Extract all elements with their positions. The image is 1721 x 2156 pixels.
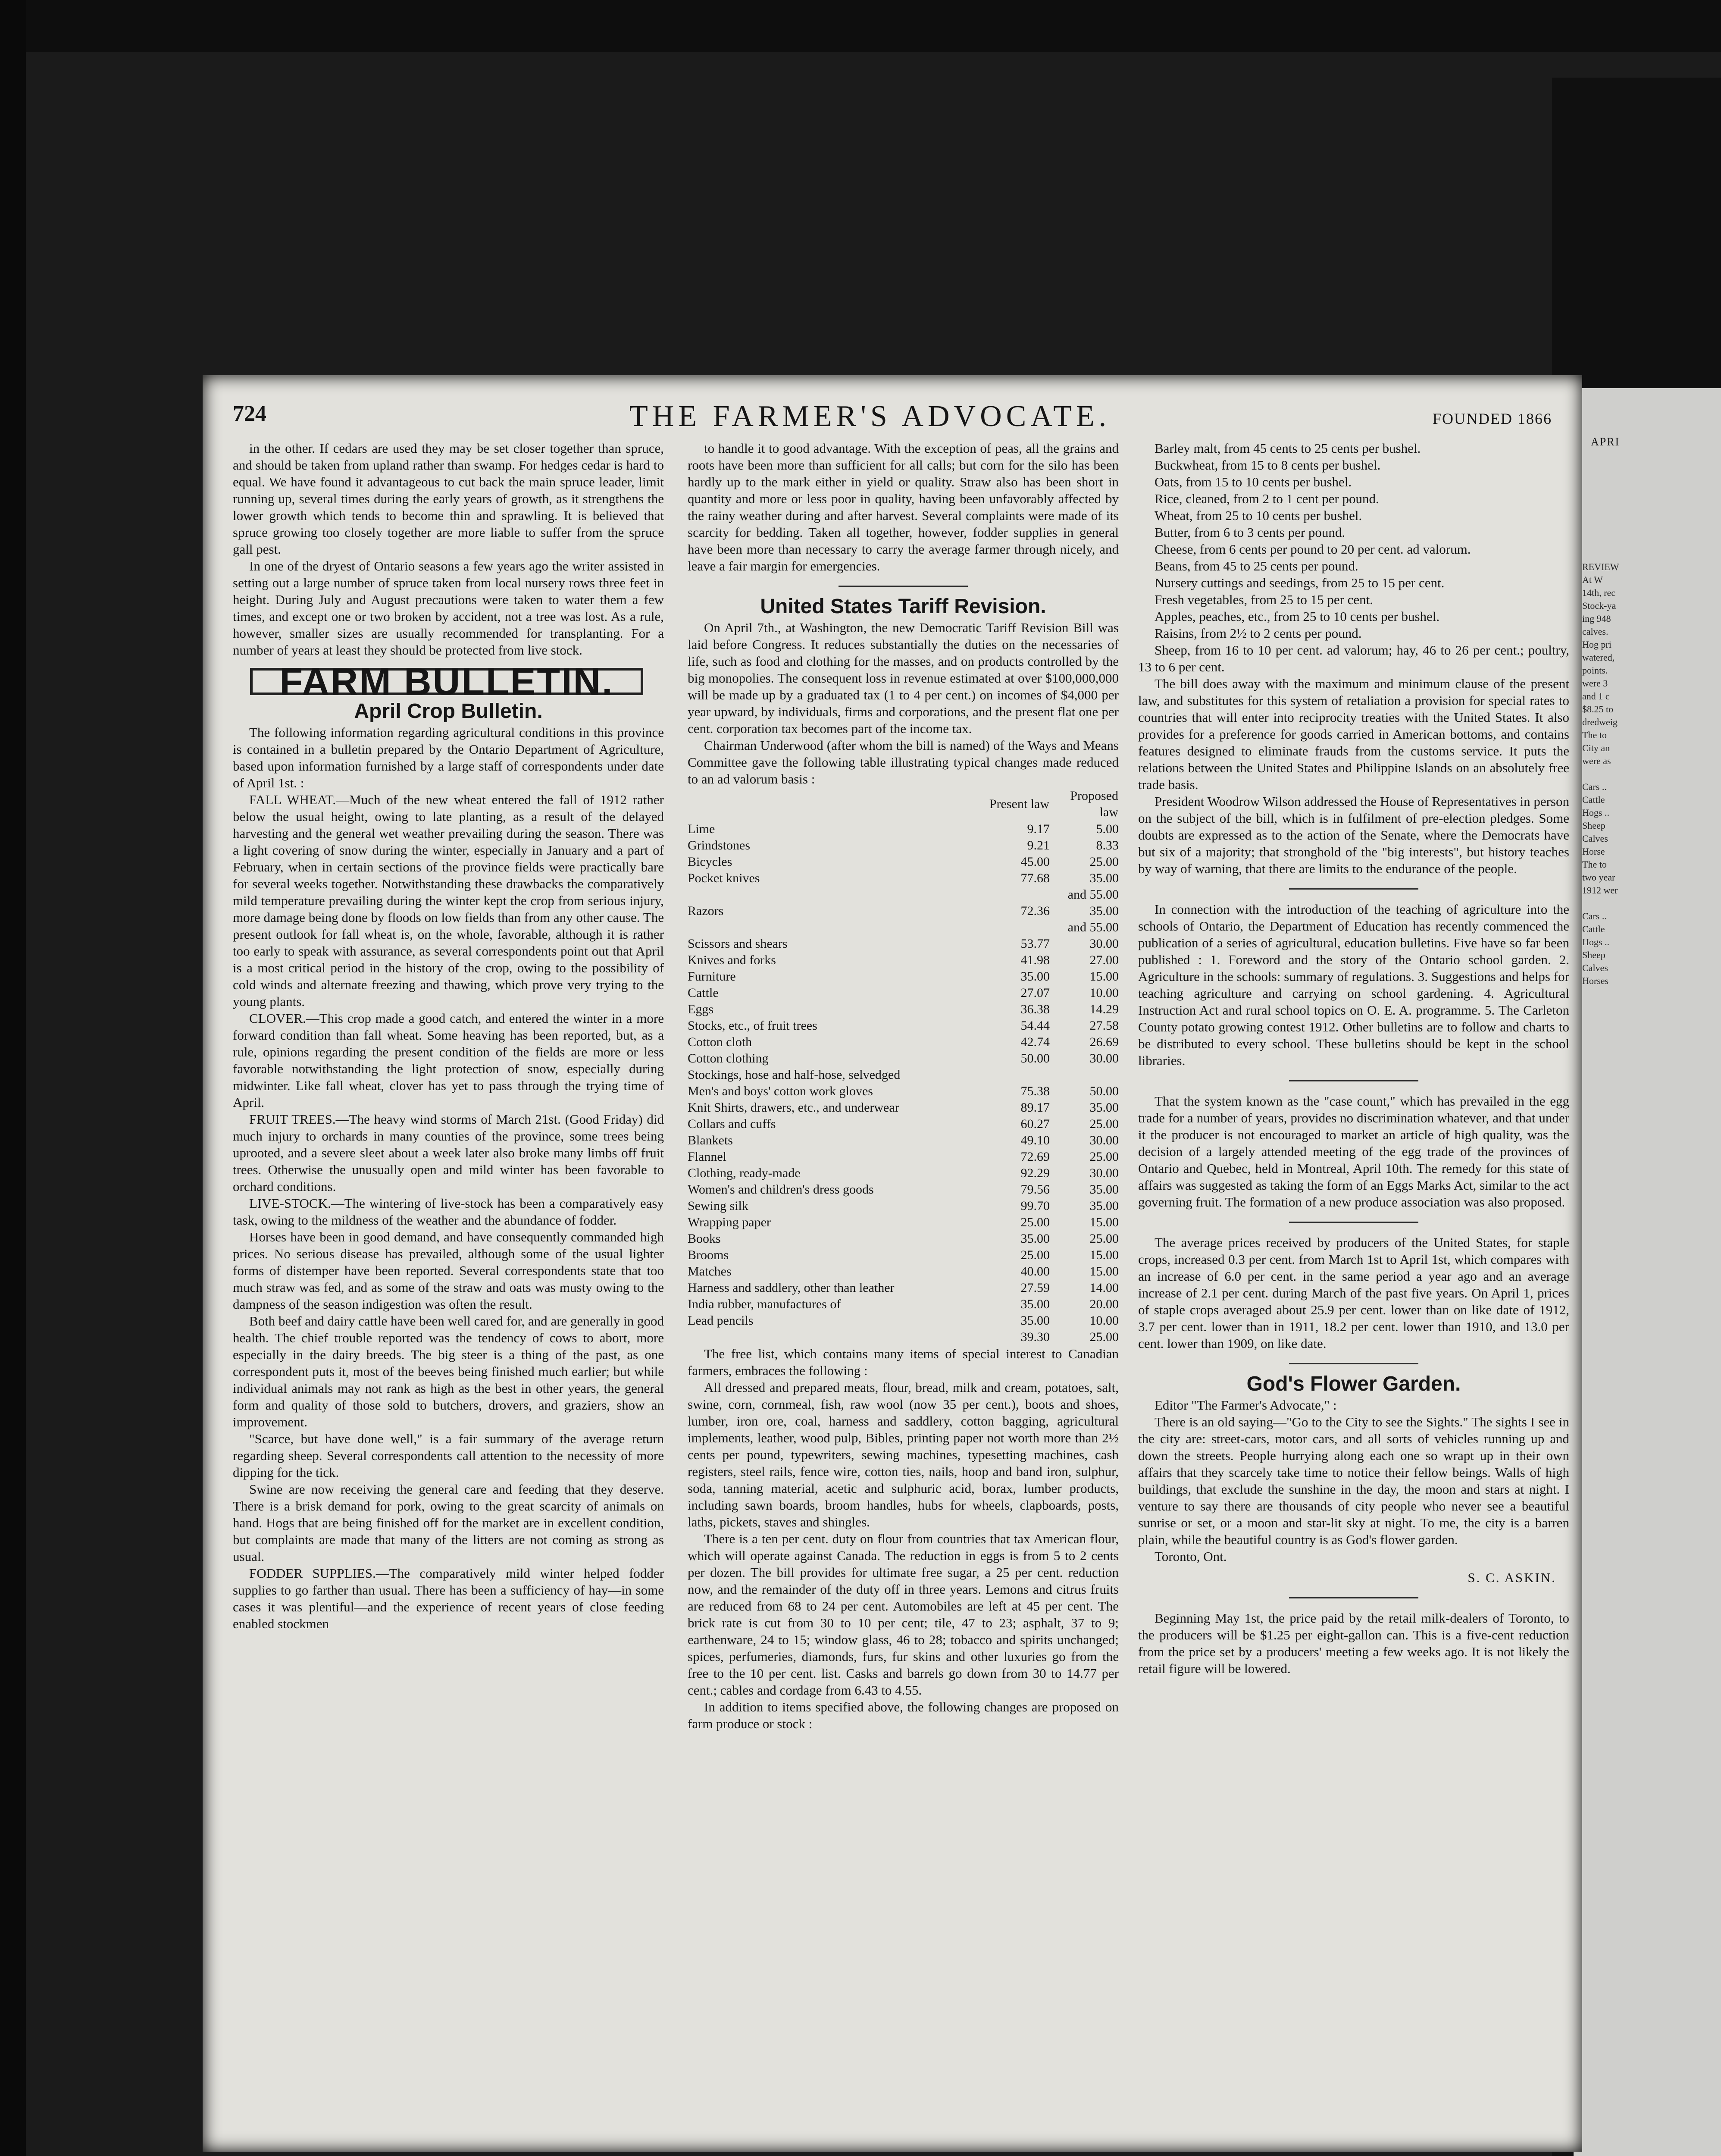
divider xyxy=(1289,1363,1418,1364)
paragraph: Beans, from 45 to 25 cents per pound. xyxy=(1155,558,1358,573)
proposed-law-cell: 35.00 xyxy=(1089,904,1119,918)
present-law-cell: 35.00 xyxy=(1020,969,1050,984)
table-row xyxy=(688,821,1119,837)
paragraph: Horses have been in good demand, and have consequently commanded high prices. No serious disease has prevailed, although some of the usual lighter forms of distemper have been reported. Several correspondents state that too much straw was fed, and as some of the straw and oats was musty owing to the dampness of the season indigestion was often the result. xyxy=(233,1229,664,1312)
paragraph: "Scarce, but have done well," is a fair summary of the average return regarding sheep. Several correspondents call attention to the necessity of more dipping for the tick. xyxy=(233,1431,664,1480)
table-row xyxy=(688,1018,1119,1034)
table-row xyxy=(688,854,1119,870)
item-cell xyxy=(688,919,981,936)
item-cell: Lead pencils xyxy=(688,1313,754,1328)
proposed-law-cell: 10.00 xyxy=(1089,986,1119,1000)
paragraph: CLOVER.—This crop made a good catch, and entered the winter in a more forward condition than fall wheat. Some heaving has been reported, but, as a rule, opinions regarding the present condition of the fields are more or less favorable notwithstanding the light protection of snow, especially during midwinter. Like fall wheat, clover has yet to pass through the trying time of April. xyxy=(233,1011,664,1110)
item-cell: Sewing silk xyxy=(688,1199,748,1213)
paragraph: On April 7th., at Washington, the new Democratic Tariff Revision Bill was laid before Congress. It reduces substantially the duties on the necessaries of life, such as food and clothing for the masses, and on products controlled by the big monopolies. The consequent loss in revenue estimated at over $100,000,000 will be made up by a graduated tax (1 to 4 per cent.) on incomes of $4,000 per year upward, by individuals, firms and corporations, and the present flat one per cent. corporation tax becomes part of the income tax. xyxy=(688,620,1119,736)
table-row xyxy=(688,1280,1119,1296)
paragraph: Apples, peaches, etc., from 25 to 10 cents per bushel. xyxy=(1155,609,1440,624)
item-cell: Stockings, hose and half-hose, selvedged xyxy=(688,1068,901,1082)
next-page-edge xyxy=(1574,388,1721,2156)
paragraph: Both beef and dairy cattle have been well cared for, and are generally in good health. The chief trouble reported was the tendency of cows to abort, more especially in the dairy breeds. The big steer is a thing of the past, as one correspondent puts it, most of the beeves being finished much earlier; but while individual animals may not rank as high as the best in other years, the general form and quality of those sold to butchers, drovers, and graziers, show an improvement. xyxy=(233,1313,664,1429)
section-heading: United States Tariff Revision. xyxy=(760,595,1046,618)
item-cell: Razors xyxy=(688,904,724,918)
proposed-law-cell: 25.00 xyxy=(1089,1150,1119,1164)
paragraph: to handle it to good advantage. With the exception of peas, all the grains and roots have been more than sufficient for all calls; but corn for the silo has been hardly up to the mark either in yield or quality. Straw also has been short in quantity and more or less poor in quality, having been unfavorably affected by the rainy weather during and after harvest. Several complaints were made of its scarcity for bedding. Taken all together, however, fodder supplies in general have been more than necessary to carry the average farmer through nicely, and leave a fair margin for emergencies. xyxy=(688,441,1119,573)
item-cell: Collars and cuffs xyxy=(688,1117,776,1131)
item-cell: Cotton clothing xyxy=(688,1051,769,1065)
present-law-cell: 25.00 xyxy=(1020,1215,1050,1229)
proposed-law-cell: 8.33 xyxy=(1096,838,1119,852)
proposed-law-cell: 35.00 xyxy=(1089,871,1119,885)
table-row xyxy=(688,1329,1119,1345)
page-title: THE FARMER'S ADVOCATE. xyxy=(629,400,1111,433)
present-law-cell: 60.27 xyxy=(1020,1117,1050,1131)
column-2 xyxy=(688,440,1119,1732)
table-row xyxy=(688,1067,1119,1083)
item-cell: Men's and boys' cotton work gloves xyxy=(688,1084,873,1098)
paragraph: Barley malt, from 45 cents to 25 cents per bushel. xyxy=(1155,441,1421,456)
section-heading: God's Flower Garden. xyxy=(1246,1373,1461,1395)
paragraph: Beginning May 1st, the price paid by the retail milk-dealers of Toronto, to the producers will be $1.25 per eight-gallon can. This is a five-cent reduction from the price set by a producers' meeting a few weeks ago. It is not likely the retail figure will be lowered. xyxy=(1138,1611,1569,1676)
proposed-law-cell: 30.00 xyxy=(1089,1133,1119,1147)
paragraph: Oats, from 15 to 10 cents per bushel. xyxy=(1155,474,1352,489)
present-law-cell: 9.17 xyxy=(1027,822,1050,836)
next-page-fragment: REVIEW At W 14th, rec Stock-ya ing 948 calves. Hog pri watered, points. were 3 and 1 c $8.25 to dredweig The to City an were as Cars .. Cattle Hogs .. Sheep Calves Horse The to two year 1912 wer Cars .. Cattle Hogs .. Sheep Calves Horses xyxy=(1582,561,1619,986)
proposed-law-cell: 25.00 xyxy=(1089,1232,1119,1246)
column-3 xyxy=(1138,440,1569,1677)
newspaper-page xyxy=(203,375,1582,2152)
item-cell: Harness and saddlery, other than leather xyxy=(688,1281,895,1295)
paragraph: In one of the dryest of Ontario seasons a few years ago the writer assisted in setting out a large number of spruce taken from local nursery rows three feet in height. During July and August precautions were taken to water them a few times, and except one or two broken by accident, not a tree was lost. As a rule, however, smaller sizes are usually recommended for transplanting. For a number of years at least they should be protected from live stock. xyxy=(233,558,664,658)
paragraph: in the other. If cedars are used they may be set closer together than spruce, and should be taken from upland rather than swamp. For hedges cedar is hard to equal. We have found it advantageous to cut back the main spruce leader, limit running up, several times during the early years of growth, as it strengthens the lower growth which tends to become thin and sprawling. It is believed that spruce growing too closely together are more liable to suffer from the spruce gall pest. xyxy=(233,441,664,557)
column-1 xyxy=(233,440,664,1632)
present-law-cell: 39.30 xyxy=(1020,1330,1050,1344)
paragraph: The bill does away with the maximum and minimum clause of the present law, and substitutes for this system of retaliation a provision for special rates to countries that will enter into reciprocity treaties with the United States. It also provides for a preference for goods carried in American bottoms, and contains features designed to eliminate frauds from the customs service. It puts the relations between the United States and Philippine Islands on an absolutely free trade basis. xyxy=(1138,676,1569,792)
item-cell: Brooms xyxy=(688,1248,729,1262)
item-cell: Blankets xyxy=(688,1133,733,1147)
item-cell: Bicycles xyxy=(688,855,732,869)
page-number: 724 xyxy=(233,401,266,426)
item-cell: Grindstones xyxy=(688,838,750,852)
table-row xyxy=(688,1247,1119,1263)
present-law-cell: 35.00 xyxy=(1020,1313,1050,1328)
paragraph: Rice, cleaned, from 2 to 1 cent per pound. xyxy=(1155,491,1379,506)
proposed-law-cell: 15.00 xyxy=(1089,1248,1119,1262)
table-row xyxy=(688,1263,1119,1280)
present-law-cell: 75.38 xyxy=(1020,1084,1050,1098)
proposed-law-cell: 35.00 xyxy=(1089,1199,1119,1213)
proposed-law-cell: 30.00 xyxy=(1089,937,1119,951)
paragraph: The free list, which contains many items of special interest to Canadian farmers, embraces the following : xyxy=(688,1346,1119,1378)
table-row xyxy=(688,1034,1119,1050)
film-border-left xyxy=(0,0,26,2156)
item-cell: Scissors and shears xyxy=(688,937,788,951)
proposed-law-cell: 50.00 xyxy=(1089,1084,1119,1098)
divider xyxy=(1289,888,1418,890)
present-law-cell: 89.17 xyxy=(1020,1100,1050,1115)
paragraph: FODDER SUPPLIES.—The comparatively mild winter helped fodder supplies to go farther than usual. There has been a sufficiency of hay—in some cases it was plentiful—and the experience of recent years of close feeding enabled stockmen xyxy=(233,1566,664,1631)
paragraph: Wheat, from 25 to 10 cents per bushel. xyxy=(1155,508,1362,523)
paragraph: Cheese, from 6 cents per pound to 20 per cent. ad valorum. xyxy=(1155,542,1471,557)
item-cell: Clothing, ready-made xyxy=(688,1166,801,1180)
paragraph: Sheep, from 16 to 10 per cent. ad valorum; hay, 46 to 26 per cent.; poultry, 13 to 6 per cent. xyxy=(1138,642,1569,674)
table-row xyxy=(688,1100,1119,1116)
present-law-cell: 77.68 xyxy=(1020,871,1050,885)
paragraph: Buckwheat, from 15 to 8 cents per bushel. xyxy=(1155,458,1381,473)
table-row xyxy=(688,1198,1119,1214)
present-law-cell: 27.07 xyxy=(1020,986,1050,1000)
paragraph: Nursery cuttings and seedings, from 25 to 15 per cent. xyxy=(1155,575,1445,590)
proposed-law-cell: 35.00 xyxy=(1089,1182,1119,1197)
present-law-cell: 99.70 xyxy=(1020,1199,1050,1213)
proposed-law-cell: and 55.00 xyxy=(1067,920,1119,934)
tariff-table xyxy=(688,787,1119,1345)
item-cell: Eggs xyxy=(688,1002,713,1016)
present-law-cell: 54.44 xyxy=(1020,1018,1050,1033)
present-law-cell: 35.00 xyxy=(1020,1297,1050,1311)
column-header-present: Present law xyxy=(989,797,1049,811)
present-law-cell: 41.98 xyxy=(1020,953,1050,967)
proposed-law-cell: 15.00 xyxy=(1089,1264,1119,1279)
present-law-cell xyxy=(981,919,1050,936)
place-line: Toronto, Ont. xyxy=(1155,1549,1227,1564)
item-cell: Wrapping paper xyxy=(688,1215,771,1229)
table-row xyxy=(688,1149,1119,1165)
present-law-cell: 45.00 xyxy=(1020,855,1050,869)
present-law-cell: 35.00 xyxy=(1020,1232,1050,1246)
item-cell: Flannel xyxy=(688,1150,726,1164)
proposed-law-cell: 15.00 xyxy=(1089,969,1119,984)
proposed-law-cell: 27.00 xyxy=(1089,953,1119,967)
proposed-law-cell: 25.00 xyxy=(1089,1117,1119,1131)
table-row xyxy=(688,919,1119,936)
item-cell xyxy=(688,1329,981,1345)
table-row xyxy=(688,1181,1119,1198)
paragraph: President Woodrow Wilson addressed the House of Representatives in person on the subject of the bill, which is in fulfilment of pre-election pledges. Some doubts are expressed as to the action of the Senate, where the Democrats have but six of a majority; that stronghold of the "big interests", but history teaches by way of warning, that there are limits to the endurance of the people. xyxy=(1138,794,1569,876)
paragraph: LIVE-STOCK.—The wintering of live-stock has been a comparatively easy task, owing to the mildness of the weather and the abundance of fodder. xyxy=(233,1196,664,1228)
item-cell: Knives and forks xyxy=(688,953,776,967)
table-row xyxy=(688,1231,1119,1247)
proposed-law-cell: 20.00 xyxy=(1089,1297,1119,1311)
paragraph: There is a ten per cent. duty on flour from countries that tax American flour, which will operate against Canada. The reduction in eggs is from 5 to 2 cents per dozen. The bill provides for ultimate free sugar, a 25 per cent. reduction now, and the remainder of the duty off in three years. Lemons and citrus fruits are reduced from 68 to 24 per cent. Automobiles are left at 45 per cent. The brick rate is cut from 30 to 10 per cent; tile, 47 to 23; asphalt, 37 to 9; earthenware, 24 to 15; window glass, 46 to 28; tobacco and spirits unchanged; spices, perfumeries, diamonds, furs, fur skins and other luxuries go from the free to the 10 per cent. list. Casks and barrels go down from 30 to 14.77 per cent.; cables and cordage from 6.43 to 4.55. xyxy=(688,1531,1119,1698)
proposed-law-cell: 30.00 xyxy=(1089,1051,1119,1065)
table-row xyxy=(688,870,1119,887)
proposed-law-cell xyxy=(1050,1067,1119,1083)
tariff-table-body xyxy=(688,821,1119,1345)
present-law-cell: 79.56 xyxy=(1020,1182,1050,1197)
page-header xyxy=(233,397,1552,431)
item-cell: Furniture xyxy=(688,969,736,984)
paragraph: All dressed and prepared meats, flour, bread, milk and cream, potatoes, salt, swine, corn, cornmeal, fish, raw wool (now 35 per cent.), boots and shoes, lumber, iron ore, coal, harness and saddlery, cotton bagging, agricultural implements, leather, wood pulp, Bibles, printing paper not worth more than 2½ cents per pound, typewriters, sewing machines, typesetting machines, cash registers, steel rails, fence wire, cotton ties, nails, hoop and band iron, sulphur, soda, tanning material, acetic and sulphuric acid, borax, lumber products, including sawn boards, broom handles, hubs for wheels, clapboards, posts, laths, pickets, staves and shingles. xyxy=(688,1380,1119,1529)
section-heading: April Crop Bulletin. xyxy=(354,700,543,723)
table-row xyxy=(688,968,1119,985)
proposed-law-cell: 27.58 xyxy=(1089,1018,1119,1033)
proposed-law-cell: 35.00 xyxy=(1089,1100,1119,1115)
table-row xyxy=(688,837,1119,854)
paragraph: Butter, from 6 to 3 cents per pound. xyxy=(1155,525,1346,540)
paragraph: The average prices received by producers of the United States, for staple crops, increased 0.3 per cent. from March 1st to April 1st, which compares with an increase of 6.0 per cent. in the same period a year ago and an average increase of 2.1 per cent. during March of the past five years. On April 1, prices of staple crops averaged about 25.9 per cent. lower than on like date of 1912, 3.7 per cent. lower than in 1911, 18.2 per cent. lower than 1910, and 13.0 per cent. lower than 1909, on like date. xyxy=(1138,1235,1569,1351)
proposed-law-cell: 14.29 xyxy=(1089,1002,1119,1016)
table-row xyxy=(688,1313,1119,1329)
table-row xyxy=(688,1296,1119,1313)
paragraph: That the system known as the "case count," which has prevailed in the egg trade for a number of years, provides no discrimination whatever, and that under it the producer is not encouraged to market an article of high quality, was the decision of a largely attended meeting of the egg trade of the provinces of Ontario and Quebec, held in Montreal, April 10th. The remedy for this state of affairs was suggested as taking the form of an Eggs Marks Act, similar to the act governing fruit. The formation of a new produce association was also proposed. xyxy=(1138,1094,1569,1210)
founded-line: FOUNDED 1866 xyxy=(1432,410,1552,427)
proposed-law-cell: 26.69 xyxy=(1089,1035,1119,1049)
present-law-cell: 36.38 xyxy=(1020,1002,1050,1016)
present-law-cell: 92.29 xyxy=(1020,1166,1050,1180)
table-row xyxy=(688,1001,1119,1018)
table-row xyxy=(688,887,1119,903)
paragraph: Fresh vegetables, from 25 to 15 per cent. xyxy=(1155,592,1374,607)
table-row xyxy=(688,1116,1119,1132)
proposed-law-cell: 15.00 xyxy=(1089,1215,1119,1229)
item-cell: Women's and children's dress goods xyxy=(688,1182,874,1197)
present-law-cell: 25.00 xyxy=(1020,1248,1050,1262)
table-row xyxy=(688,1083,1119,1100)
paragraph: Chairman Underwood (after whom the bill is named) of the Ways and Means Committee gave the following table illustrating typical changes made reduced to an ad valorum basis : xyxy=(688,738,1119,787)
present-law-cell: 9.21 xyxy=(1027,838,1050,852)
paragraph: Raisins, from 2½ to 2 cents per pound. xyxy=(1155,626,1362,641)
paragraph: FRUIT TREES.—The heavy wind storms of March 21st. (Good Friday) did much injury to orchards in many counties of the province, some trees being uprooted, and a severe sleet about a week later also broke many limbs off fruit trees. Otherwise the unusually open and mild winter has been favorable to orchard conditions. xyxy=(233,1112,664,1194)
signature: S. C. ASKIN. xyxy=(1468,1570,1556,1585)
present-law-cell: 50.00 xyxy=(1020,1051,1050,1065)
editor-line: Editor "The Farmer's Advocate," : xyxy=(1155,1398,1337,1413)
present-law-cell: 49.10 xyxy=(1020,1133,1050,1147)
item-cell: Cotton cloth xyxy=(688,1035,752,1049)
paragraph: In connection with the introduction of the teaching of agriculture into the schools of Ontario, the Department of Education has recently commenced the publication of a series of agricultural, education bulletins. Five have so far been published : 1. Foreword and the story of the Ontario school garden. 2. Agriculture in the schools: summary of regulations. 3. Suggestions and helps for teaching agriculture and carrying on school gardening. 4. Agricultural Instruction Act and rural school topics on O. E. A. programme. 5. The Carleton County potato growing contest 1912. Other bulletins are to follow and charts to be distributed to every school. These bulletins should be kept in the school libraries. xyxy=(1138,902,1569,1068)
table-row xyxy=(688,952,1119,968)
present-law-cell xyxy=(981,1067,1050,1083)
divider xyxy=(1289,1222,1418,1223)
present-law-cell: 72.69 xyxy=(1020,1150,1050,1164)
proposed-law-cell: 25.00 xyxy=(1089,1330,1119,1344)
item-cell: Matches xyxy=(688,1264,732,1279)
table-row xyxy=(688,1132,1119,1149)
film-border-top xyxy=(0,0,1721,52)
item-cell xyxy=(688,887,981,903)
item-cell: India rubber, manufactures of xyxy=(688,1297,841,1311)
paragraph: The following information regarding agricultural conditions in this province is contained in a bulletin prepared by the Ontario Department of Agriculture, based upon information furnished by a large staff of correspondents under date of April 1st. : xyxy=(233,725,664,790)
next-page-header: APRI xyxy=(1591,436,1620,448)
table-row xyxy=(688,1214,1119,1231)
proposed-law-cell: 30.00 xyxy=(1089,1166,1119,1180)
item-cell: Knit Shirts, drawers, etc., and underwear xyxy=(688,1100,899,1115)
present-law-cell: 53.77 xyxy=(1020,937,1050,951)
table-header-row xyxy=(688,787,1119,821)
divider xyxy=(839,586,968,587)
paragraph: In addition to items specified above, the following changes are proposed on farm produce or stock : xyxy=(688,1699,1119,1731)
column-header-proposed: Proposed law xyxy=(1070,789,1118,819)
divider xyxy=(1289,1597,1418,1598)
paragraph: There is an old saying—"Go to the City to see the Sights." The sights I see in the city are: street-cars, motor cars, and all sorts of vehicles running up and down the streets. People hurrying along each one so wrapt up in their own affairs that they scarcely take time to notice their fellow beings. Walls of high buildings, that exclude the sunshine in the day, the moon and stars at night. I venture to say there are thousands of city people who never see a beautiful sunrise or set, or a moon and star-lit sky at night. To me, the city is a barren plain, while the beautiful country is as God's flower garden. xyxy=(1138,1414,1569,1547)
farm-bulletin-banner: FARM BULLETIN. xyxy=(250,668,643,695)
table-row xyxy=(688,1050,1119,1067)
paragraph: Swine are now receiving the general care and feeding that they deserve. There is a brisk demand for pork, owing to the great scarcity of animals on hand. Hogs that are being finished off for the market are in excellent condition, but complaints are made that many of the litters are not coming as strong as usual. xyxy=(233,1482,664,1564)
item-cell: Cattle xyxy=(688,986,719,1000)
table-row xyxy=(688,985,1119,1001)
table-row xyxy=(688,936,1119,952)
item-cell: Pocket knives xyxy=(688,871,760,885)
proposed-law-cell: 10.00 xyxy=(1089,1313,1119,1328)
present-law-cell: 72.36 xyxy=(1020,904,1050,918)
proposed-law-cell: and 55.00 xyxy=(1067,887,1119,902)
item-cell: Stocks, etc., of fruit trees xyxy=(688,1018,817,1033)
proposed-law-cell: 5.00 xyxy=(1096,822,1119,836)
present-law-cell: 27.59 xyxy=(1020,1281,1050,1295)
proposed-law-cell: 25.00 xyxy=(1089,855,1119,869)
divider xyxy=(1289,1080,1418,1081)
proposed-law-cell: 14.00 xyxy=(1089,1281,1119,1295)
present-law-cell: 40.00 xyxy=(1020,1264,1050,1279)
item-cell: Books xyxy=(688,1232,721,1246)
present-law-cell: 42.74 xyxy=(1020,1035,1050,1049)
paragraph: FALL WHEAT.—Much of the new wheat entered the fall of 1912 rather below the usual height, owing to late planting, as a result of the delayed harvesting and the general wet weather prevailing during the season. There was a light covering of snow during the winter, especially in January and a part of February, when in certain sections of the province fields were practically bare for several weeks together. Notwithstanding these drawbacks the comparatively mild temperature prevailing during the winter kept the crop from serious injury, more damage being done by floods on low fields than from any other cause. The present outlook for fall wheat is, on the whole, favorable, although it is rather too early to speak with assurance, as several correspondents point out that April is a most critical period in the history of the crop, owing to the possibility of cold winds and alternate freezing and thawing, which prove very trying to the young plants. xyxy=(233,792,664,1009)
present-law-cell xyxy=(981,887,1050,903)
table-row xyxy=(688,1165,1119,1181)
item-cell: Lime xyxy=(688,822,715,836)
table-row xyxy=(688,903,1119,919)
